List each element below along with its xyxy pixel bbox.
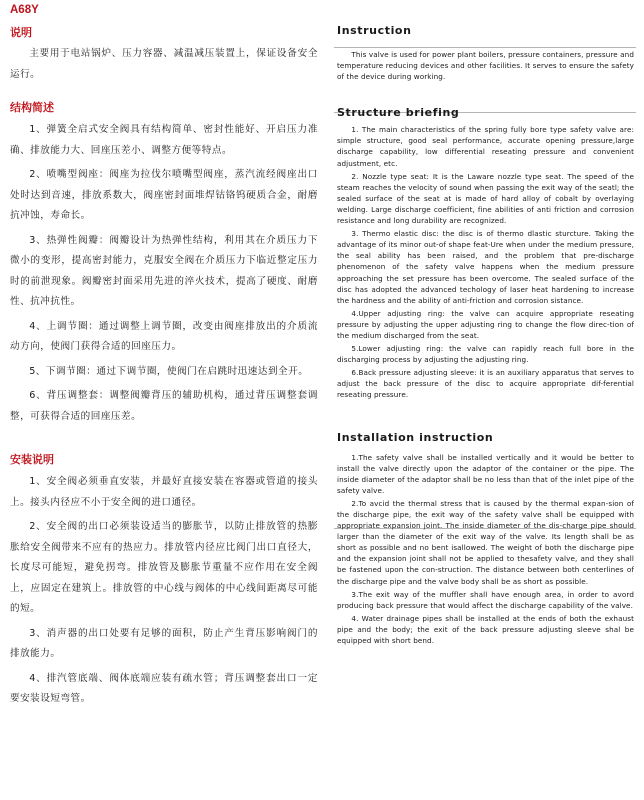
list-item: 3、消声器的出口处要有足够的面积，防止产生背压影响阀门的排放能力。 (10, 627, 318, 659)
list-item: 5、下调节圈：通过下调节圈，使阀门在启跳时迅速达到全开。 (29, 365, 309, 377)
list-item: 1.The safety valve shall be installed vertically and it would be better to install the valve directly upon the adaptor of the container or the pipe. The inside diameter of the adaptor shall be no less than that of the inlet pipe of the safety valve. (337, 452, 634, 495)
list-item: 1、安全阀必须垂直安装，并最好直接安装在容器或管道的接头上。接头内径应不小于安全阀的进口通径。 (10, 476, 318, 508)
list-item: 2. Nozzle type seat: It is the Laware nozzle type seat. The speed of the steam reaches the velocity of sound when passing the exit way of the seatl; the sealed surface of the seat at is made of hard alloy of cobalt by overlaying welding. Large discharge coefficient, fine abilities of anti friction and corrosion resistance and long durability are recognized. (337, 171, 634, 226)
cn-intro-heading: 说明 (10, 26, 32, 39)
list-item: 5.Lower adjusting ring: the valve can rapidly reach full bore in the discharging process by adjusting the adjusting ring. (337, 344, 634, 365)
en-intro-text: This valve is used for power plant boilers, pressure containers, pressure and temperature reducing devices and other facilities. It serves to ensure the safety of the device during working. (337, 50, 634, 82)
cn-intro-text: 主要用于电站锅炉、压力容器、减温减压装置上，保证设备安全运行。 (10, 48, 318, 80)
cn-install-heading: 安装说明 (10, 453, 54, 466)
list-item: 4. Water drainage pipes shall be installed at the ends of both the exhaust pipe and the body; the exit of the back pressure adjusting sleeve shal be equipped with short bend. (337, 613, 634, 646)
list-item: 2、喷嘴型阀座：阀座为拉伐尔喷嘴型阀座，蒸汽流经阀座出口处时达到音速，排放系数大，阀座密封面堆焊钴铬钨硬质合金，耐磨抗冲蚀，寿命长。 (10, 169, 318, 221)
en-install-list (337, 452, 634, 647)
en-intro-heading: Instruction (337, 24, 412, 37)
list-item: 3、热弹性阀瓣：阀瓣设计为热弹性结构，利用其在介质压力下微小的变形，提高密封能力，克服安全阀在介质压力下临近整定压力时的前泄现象。阀瓣密封面采用先进的淬火技术，提高了硬度、耐磨性、抗冲抗性。 (10, 234, 318, 307)
list-item: 6.Back pressure adjusting sleeve: it is an auxiliary apparatus that serves to adjust the back pressure of the disc to acquire appropriate dif-ferential reseating pressure. (337, 368, 634, 400)
list-item: 1、弹簧全启式安全阀具有结构简单、密封性能好、开启压力准确、排放能力大、回座压差小、调整方便等特点。 (10, 124, 318, 156)
list-item: 2、安全阀的出口必须装设适当的膨胀节，以防止排放管的热膨胀给安全阀带来不应有的热应力。排放管内径应比阀门出口直径大，长度尽可能短，避免拐弯。排放管及膨胀节重量不应作用在安全阀上，应固定在建筑上。排放管的中心线与阀体的中心线间距离尽可能的短。 (10, 521, 318, 614)
list-item: 4、上调节圈：通过调整上调节圈，改变由阀座排放出的介质流动方向，使阀门获得合适的回座压力。 (10, 320, 318, 352)
english-column (337, 24, 634, 646)
cn-structure-list (10, 120, 318, 427)
list-item: 3. Thermo elastic disc: the disc is of thermo dlastic sturcture. Taking the advantage of its minor out-of shape feat-Ure when under the medium pressure, the seal ability has been raised, and the problem that pre-discharge phenomenon of the safety valve happens when the medium pressure approaching the set pressure has been overcome. The sealed surface of the disc has adopted the advanced techology of laser heat hardening to increase the hardness and the ability of anti-friction and corrosion sistance. (337, 229, 634, 305)
list-item: 6、背压调整套：调整阀瓣背压的辅助机构，通过背压调整套调整，可获得合适的回座压差。 (10, 390, 318, 422)
list-item: 2.To avcid the thermal stress that is caused by the thermal expan-sion of the discharge pipe, the exit way of the safety valve shall be equipped with appropriate expansion joint. The inside diameter of the dis-charge pipe should larger than the diameter of the exit way of the valve. Its length shall be as short as possible and no bent isallowed. The weight of both the discharge pipe and the expansion joint shall not be applied to thesafety valve, and they shall be fastened upon the con-struction. The distance between both centerlines of the discharge pipe and the valve body shall be as short as possible. (337, 498, 634, 586)
cn-structure-heading: 结构简述 (10, 101, 54, 114)
en-install-heading: Installation instruction (337, 430, 494, 444)
chinese-column (10, 24, 318, 710)
cn-install-list (10, 472, 318, 710)
list-item: 3.The exit way of the muffler shall have enough area, in order to avord producing back pressure that would affect the discharge capability of the valve. (337, 589, 634, 610)
model-number: A68Y (10, 4, 39, 16)
list-item: 4、排汽管底端、阀体底端应装有疏水管；背压调整套出口一定要安装设短弯管。 (10, 672, 318, 704)
list-item: 1. The main characteristics of the spring fully bore type safety valve are: simple structure, good seal performance, accurate opening pressure,large discharge capability, low differential reseating pressure and convenient adjustment, etc. (337, 125, 634, 168)
en-structure-list (337, 124, 634, 400)
list-item: 4.Upper adjusting ring: the valve can acquire appropriate reseating pressure by adjusting the upper adjusting ring to change the flow direc-tion of the medium discharged from the seat. (337, 308, 634, 340)
en-structure-heading: Structure briefing (337, 106, 460, 120)
